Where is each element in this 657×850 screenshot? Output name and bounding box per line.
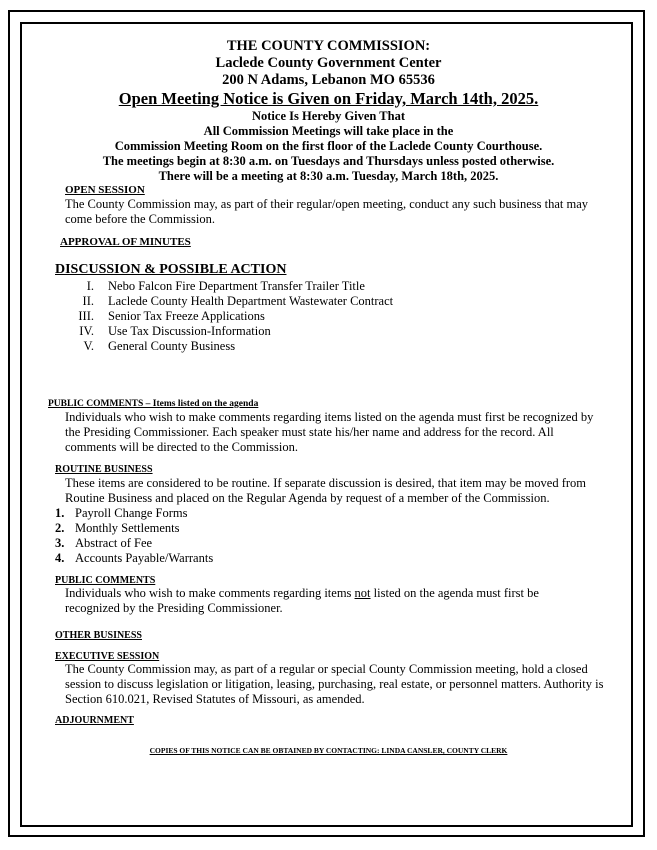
public-comments-text-before: Individuals who wish to make comments regarding items <box>65 586 355 600</box>
public-comments-text-after: listed on the agenda must first be recognized by the Presiding Commissioner. <box>65 586 539 615</box>
public-comments-agenda-heading: PUBLIC COMMENTS – Items listed on the agenda <box>48 399 259 409</box>
header-notice-line: Notice Is Hereby Given That <box>251 109 405 123</box>
open-session-text: The County Commission may, as part of their regular/open meeting, conduct any such business that may come before the Commission. <box>65 197 589 226</box>
header-line3: 200 N Adams, Lebanon MO 65536 <box>222 72 435 88</box>
executive-session-heading: EXECUTIVE SESSION <box>55 651 160 662</box>
header-notice-line: All Commission Meetings will take place in the <box>203 124 454 138</box>
footer-copies-notice: COPIES OF THIS NOTICE CAN BE OBTAINED BY CONTACTING: LINDA CANSLER, COUNTY CLERK <box>149 746 508 755</box>
header-notice-line: The meetings begin at 8:30 a.m. on Tuesdays and Thursdays unless posted otherwise. <box>102 154 555 168</box>
public-comments-text-not: not <box>354 586 371 600</box>
approval-of-minutes-heading: APPROVAL OF MINUTES <box>60 236 191 248</box>
routine-business-heading: ROUTINE BUSINESS <box>55 464 153 475</box>
routine-business-text: These items are considered to be routine. If separate discussion is desired, that item may be moved from Routine Business and placed on the Regular Agenda by request of a member of the Commission. <box>65 476 587 505</box>
executive-session-text: The County Commission may, as part of a regular or special County Commission meeting, hold a closed session to discuss legislation or litigation, leasing, purchasing, real estate, or personnel matters. Authority is Section 610.021, Revised Statutes of Missouri, as amended. <box>65 662 604 706</box>
public-comments-text <box>65 586 565 616</box>
header-line2: Laclede County Government Center <box>215 55 442 71</box>
header-line1: THE COUNTY COMMISSION: <box>226 38 431 54</box>
routine-business-list: 1. Payroll Change Forms 2. Monthly Settlements 3. Abstract of Fee 4. Accounts Payable/Warrants <box>55 506 214 565</box>
public-comments-heading: PUBLIC COMMENTS <box>55 575 156 586</box>
other-business-heading: OTHER BUSINESS <box>55 630 142 641</box>
notice-title: Open Meeting Notice is Given on Friday, March 14th, 2025. <box>118 89 539 108</box>
public-comments-agenda-text: Individuals who wish to make comments regarding items listed on the agenda must first be recognized by the Presiding Commissioner. Each speaker must state his/her name and address for the record. All comments will be directed to the Commission. <box>65 410 594 454</box>
discussion-list: I. Nebo Falcon Fire Department Transfer Trailer Title II. Laclede County Health Department Wastewater Contract III. Senior Tax Freeze Applications IV. Use Tax Discussion-Information V. General County Business <box>78 279 394 353</box>
discussion-heading: DISCUSSION & POSSIBLE ACTION <box>55 262 287 277</box>
adjournment-heading: ADJOURNMENT <box>55 715 134 726</box>
open-session-heading: OPEN SESSION <box>65 184 145 196</box>
header-notice-line: There will be a meeting at 8:30 a.m. Tuesday, March 18th, 2025. <box>158 169 499 183</box>
header-notice-line: Commission Meeting Room on the first floor of the Laclede County Courthouse. <box>114 139 543 153</box>
